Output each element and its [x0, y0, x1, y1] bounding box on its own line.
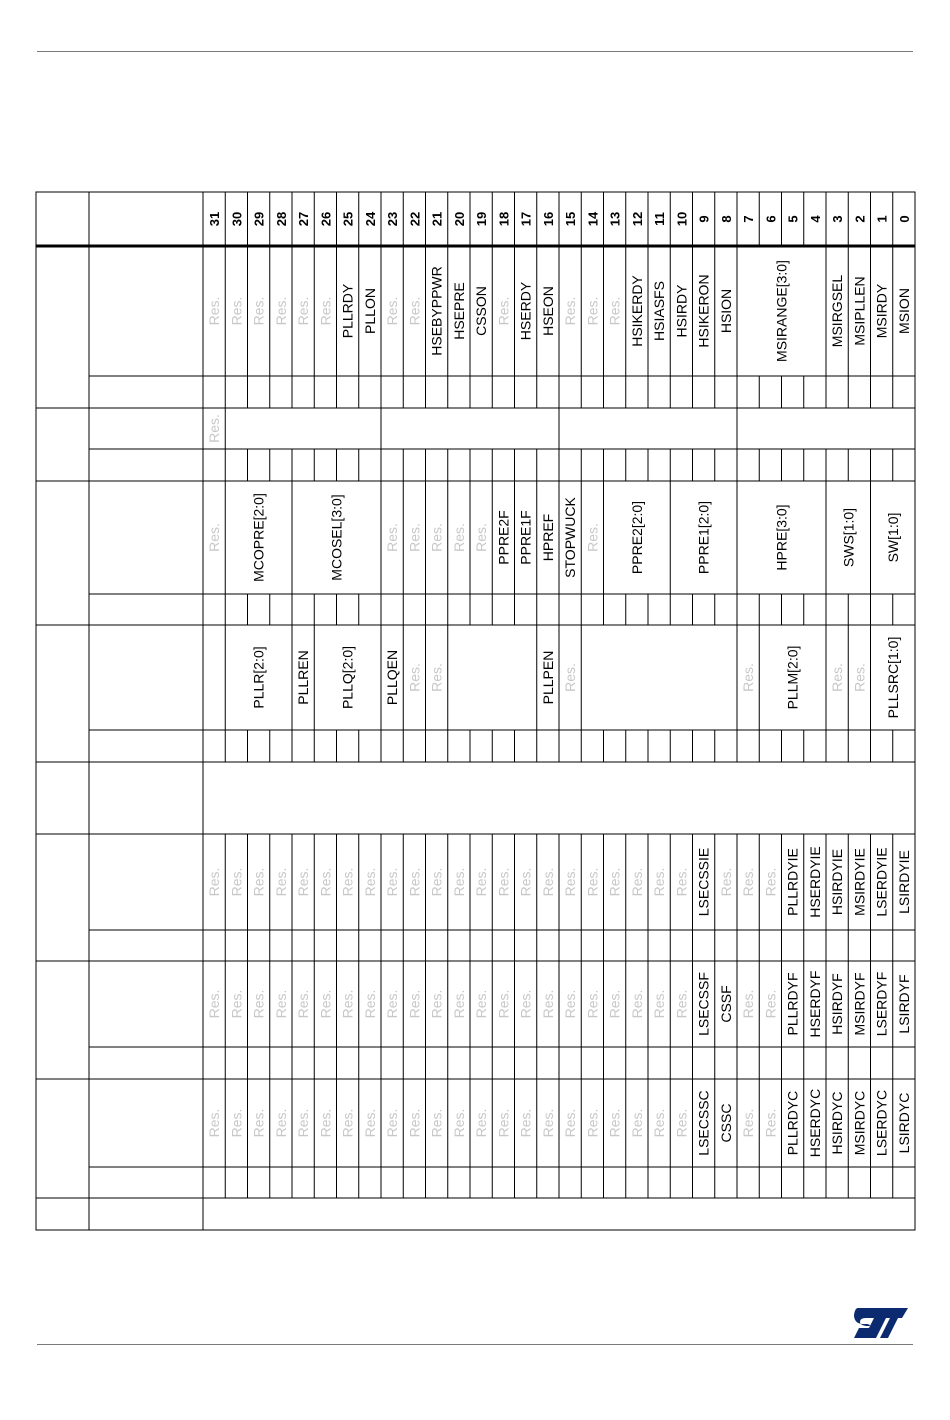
pllcfgr-field-reserved: Res. [740, 663, 757, 692]
cifr-field-reserved: Res. [495, 989, 512, 1019]
cicr-field-lserdyc: LSERDYC [873, 1089, 890, 1157]
cr-field-reserved: Res. [272, 296, 289, 326]
cifr-field-reserved: Res. [361, 989, 378, 1019]
cicr-field-reserved: Res. [562, 1108, 579, 1138]
cicr-field-pllrdyc: PLLRDYC [784, 1090, 801, 1156]
pllcfgr-field-reserved: Res. [406, 663, 423, 692]
cr-field-reserved: Res. [584, 296, 601, 326]
cr-field-hserdy: HSERDY [517, 281, 534, 341]
cicr-field-reserved: Res. [250, 1108, 267, 1138]
bit-number-17: 17 [518, 211, 534, 227]
cifr-field-reserved: Res. [673, 989, 690, 1019]
cifr-field-reserved: Res. [428, 989, 445, 1019]
cifr-field-reserved: Res. [228, 989, 245, 1019]
cifr-field-reserved: Res. [272, 989, 289, 1019]
cier-field-reserved: Res. [206, 867, 223, 897]
bit-number-25: 25 [340, 211, 356, 227]
cicr-field-reserved: Res. [384, 1108, 401, 1138]
bit-number-28: 28 [273, 211, 289, 227]
bit-number-30: 30 [229, 211, 245, 227]
cifr-field-lsirdyf: LSIRDYF [895, 974, 912, 1034]
cier-field-reserved: Res. [295, 867, 312, 897]
cier-field-lsecssie: LSECSSIE [695, 847, 712, 917]
pllcfgr-field-reserved: Res. [829, 663, 846, 692]
cifr-field-reserved: Res. [250, 989, 267, 1019]
cier-field-lsirdyie: LSIRDYIE [895, 850, 912, 914]
cr-field-hsiasfs: HSIASFS [651, 281, 668, 341]
cifr-field-reserved: Res. [473, 989, 490, 1019]
cifr-field-hserdyf: HSERDYF [806, 970, 823, 1038]
pllcfgr-field-pllpen: PLLPEN [539, 650, 556, 705]
cfgr-field-ppre1f: PPRE1F [517, 510, 534, 565]
st-logo [852, 1306, 910, 1340]
cier-field-hserdyie: HSERDYIE [806, 846, 823, 918]
cr-field-reserved: Res. [495, 296, 512, 326]
cier-field-reserved: Res. [450, 867, 467, 897]
cicr-field-hserdyc: HSERDYC [806, 1088, 823, 1158]
cier-field-reserved: Res. [272, 867, 289, 897]
cifr-field-reserved: Res. [317, 989, 334, 1019]
cfgr-field-reserved: Res. [406, 523, 423, 552]
cier-field-reserved: Res. [473, 867, 490, 897]
cr-field-pllon: PLLON [361, 288, 378, 334]
cicr-field-reserved: Res. [628, 1108, 645, 1138]
cicr-field-lsecssc: LSECSSC [695, 1090, 712, 1156]
pllcfgr-field-pllren: PLLREN [295, 650, 312, 705]
cifr-field-reserved: Res. [450, 989, 467, 1019]
cifr-field-hsirdyf: HSIRDYF [829, 973, 846, 1035]
cier-field-reserved: Res. [406, 867, 423, 897]
cr-field-hsebyppwr: HSEBYPPWR [428, 266, 445, 356]
cicr-field-cssc: CSSC [717, 1103, 734, 1143]
cfgr-field-hpref: HPREF [539, 513, 556, 562]
cier-field-reserved: Res. [361, 867, 378, 897]
cfgr-field-reserved: Res. [428, 523, 445, 552]
cfgr-field-ppre120: PPRE1[2:0] [695, 500, 712, 575]
cifr-field-reserved: Res. [584, 989, 601, 1019]
cifr-field-reserved: Res. [384, 989, 401, 1019]
cr-field-reserved: Res. [317, 296, 334, 326]
cr-field-msirdy: MSIRDY [873, 283, 890, 339]
cr-field-hsikeron: HSIKERON [695, 274, 712, 348]
cfgr-field-sw10: SW[1:0] [884, 512, 901, 563]
cifr-field-reserved: Res. [606, 989, 623, 1019]
cier-field-hsirdyie: HSIRDYIE [829, 848, 846, 916]
cr-field-msion: MSION [895, 288, 912, 334]
cicr-field-reserved: Res. [651, 1108, 668, 1138]
cfgr-field-stopwuck: STOPWUCK [562, 497, 579, 578]
cicr-field-hsirdyc: HSIRDYC [829, 1091, 846, 1155]
bit-number-21: 21 [429, 211, 445, 227]
pllcfgr-field-reserved: Res. [562, 663, 579, 692]
bit-number-23: 23 [385, 211, 401, 227]
pllcfgr-field-pllm20: PLLM[2:0] [784, 645, 801, 710]
cicr-field-reserved: Res. [740, 1108, 757, 1138]
cifr-field-lsecssf: LSECSSF [695, 972, 712, 1036]
bit-number-2: 2 [852, 215, 868, 223]
bit-number-4: 4 [807, 215, 823, 223]
cicr-field-reserved: Res. [361, 1108, 378, 1138]
cicr-field-reserved: Res. [539, 1108, 556, 1138]
cifr-field-reserved: Res. [628, 989, 645, 1019]
bit-number-13: 13 [607, 211, 623, 227]
cicr-field-reserved: Res. [584, 1108, 601, 1138]
pllcfgr-field-pllr20: PLLR[2:0] [250, 646, 267, 709]
cifr-field-reserved: Res. [762, 989, 779, 1019]
cr-field-reserved: Res. [606, 296, 623, 326]
bit-number-14: 14 [585, 211, 601, 227]
icscr-field-reserved: Res. [206, 414, 223, 443]
bit-number-31: 31 [207, 211, 223, 227]
cier-field-msirdyie: MSIRDYIE [851, 848, 868, 916]
bit-number-19: 19 [474, 211, 490, 227]
cfgr-field-sws10: SWS[1:0] [840, 507, 857, 568]
bit-number-22: 22 [407, 211, 423, 227]
cicr-field-reserved: Res. [762, 1108, 779, 1138]
bit-number-15: 15 [563, 211, 579, 227]
cicr-field-reserved: Res. [228, 1108, 245, 1138]
bit-number-24: 24 [362, 211, 378, 227]
cier-field-reserved: Res. [428, 867, 445, 897]
cicr-field-reserved: Res. [450, 1108, 467, 1138]
cr-field-reserved: Res. [228, 296, 245, 326]
bit-number-18: 18 [496, 211, 512, 227]
bit-number-3: 3 [830, 215, 846, 223]
cier-field-reserved: Res. [651, 867, 668, 897]
cr-field-csson: CSSON [473, 286, 490, 336]
cfgr-field-reserved: Res. [384, 523, 401, 552]
cier-field-reserved: Res. [317, 867, 334, 897]
pllcfgr-field-pllsrc10: PLLSRC[1:0] [884, 636, 901, 719]
cifr-field-cssf: CSSF [717, 985, 734, 1023]
page-bottom-rule [37, 1344, 913, 1345]
cfgr-field-reserved: Res. [450, 523, 467, 552]
cier-field-reserved: Res. [539, 867, 556, 897]
cr-field-hseon: HSEON [539, 286, 556, 336]
bit-number-10: 10 [674, 211, 690, 227]
cicr-field-lsirdyc: LSIRDYC [895, 1092, 912, 1154]
cier-field-reserved: Res. [584, 867, 601, 897]
cfgr-field-mcopre20: MCOPRE[2:0] [250, 493, 267, 582]
cr-field-pllrdy: PLLRDY [339, 283, 356, 339]
bit-number-6: 6 [763, 215, 779, 223]
cr-field-reserved: Res. [384, 296, 401, 326]
cifr-field-reserved: Res. [406, 989, 423, 1019]
bit-number-27: 27 [296, 211, 312, 227]
cr-field-hsepre: HSEPRE [450, 282, 467, 340]
cifr-field-msirdyf: MSIRDYF [851, 972, 868, 1036]
pllcfgr-field-reserved: Res. [851, 663, 868, 692]
cier-field-reserved: Res. [606, 867, 623, 897]
cicr-field-reserved: Res. [495, 1108, 512, 1138]
cfgr-field-ppre2f: PPRE2F [495, 510, 512, 565]
cier-field-reserved: Res. [339, 867, 356, 897]
cicr-field-reserved: Res. [317, 1108, 334, 1138]
pllcfgr-field-pllq20: PLLQ[2:0] [339, 645, 356, 710]
cier-field-reserved: Res. [517, 867, 534, 897]
cicr-field-reserved: Res. [428, 1108, 445, 1138]
bit-number-11: 11 [652, 212, 668, 226]
cfgr-field-reserved: Res. [473, 523, 490, 552]
cifr-field-reserved: Res. [295, 989, 312, 1019]
cr-field-reserved: Res. [206, 296, 223, 326]
cicr-field-reserved: Res. [673, 1108, 690, 1138]
cr-field-hsikerdy: HSIKERDY [628, 275, 645, 347]
cicr-field-msirdyc: MSIRDYC [851, 1090, 868, 1156]
cier-field-lserdyie: LSERDYIE [873, 847, 890, 917]
cr-field-hsion: HSION [717, 288, 734, 334]
cifr-field-lserdyf: LSERDYF [873, 971, 890, 1037]
cicr-field-reserved: Res. [473, 1108, 490, 1138]
cifr-field-reserved: Res. [517, 989, 534, 1019]
cicr-field-reserved: Res. [406, 1108, 423, 1138]
cr-field-hsirdy: HSIRDY [673, 284, 690, 338]
bit-number-29: 29 [251, 211, 267, 227]
cier-field-reserved: Res. [495, 867, 512, 897]
bit-number-9: 9 [696, 215, 712, 223]
bit-number-16: 16 [540, 211, 556, 227]
bit-number-1: 1 [874, 215, 890, 223]
bit-number-7: 7 [741, 215, 757, 223]
cifr-field-reserved: Res. [539, 989, 556, 1019]
cifr-field-reserved: Res. [339, 989, 356, 1019]
bit-number-26: 26 [318, 211, 334, 227]
cr-field-reserved: Res. [562, 296, 579, 326]
cier-field-reserved: Res. [717, 867, 734, 897]
bit-number-20: 20 [451, 211, 467, 227]
cier-field-pllrdyie: PLLRDYIE [784, 848, 801, 916]
cr-field-reserved: Res. [295, 296, 312, 326]
cr-field-msirange30: MSIRANGE[3:0] [773, 260, 790, 362]
cr-field-msirgsel: MSIRGSEL [829, 274, 846, 348]
cifr-field-reserved: Res. [651, 989, 668, 1019]
cicr-field-reserved: Res. [606, 1108, 623, 1138]
bit-number-5: 5 [785, 215, 801, 223]
cr-field-reserved: Res. [250, 296, 267, 326]
pllcfgr-field-pllqen: PLLQEN [384, 649, 401, 706]
cr-field-msipllen: MSIPLLEN [851, 276, 868, 346]
cier-field-reserved: Res. [762, 867, 779, 897]
cifr-field-reserved: Res. [206, 989, 223, 1019]
cicr-field-reserved: Res. [517, 1108, 534, 1138]
bit-number-8: 8 [718, 215, 734, 223]
cier-field-reserved: Res. [673, 867, 690, 897]
cier-field-reserved: Res. [740, 867, 757, 897]
cier-field-reserved: Res. [628, 867, 645, 897]
cfgr-field-hpre30: HPRE[3:0] [773, 504, 790, 571]
cr-field-reserved: Res. [406, 296, 423, 326]
cfgr-field-reserved: Res. [206, 523, 223, 552]
bit-number-0: 0 [896, 215, 912, 223]
pllcfgr-field-reserved: Res. [428, 663, 445, 692]
cifr-field-pllrdyf: PLLRDYF [784, 972, 801, 1036]
cier-field-reserved: Res. [250, 867, 267, 897]
st-logo-icon [854, 1308, 908, 1338]
cicr-field-reserved: Res. [206, 1108, 223, 1138]
cier-field-reserved: Res. [228, 867, 245, 897]
cifr-field-reserved: Res. [740, 989, 757, 1019]
cfgr-field-mcosel30: MCOSEL[3:0] [328, 494, 345, 581]
cfgr-field-reserved: Res. [584, 523, 601, 552]
cier-field-reserved: Res. [384, 867, 401, 897]
cier-field-reserved: Res. [562, 867, 579, 897]
cfgr-field-ppre220: PPRE2[2:0] [628, 500, 645, 575]
cicr-field-reserved: Res. [272, 1108, 289, 1138]
cicr-field-reserved: Res. [339, 1108, 356, 1138]
cicr-field-reserved: Res. [295, 1108, 312, 1138]
cifr-field-reserved: Res. [562, 989, 579, 1019]
bit-number-12: 12 [629, 211, 645, 227]
